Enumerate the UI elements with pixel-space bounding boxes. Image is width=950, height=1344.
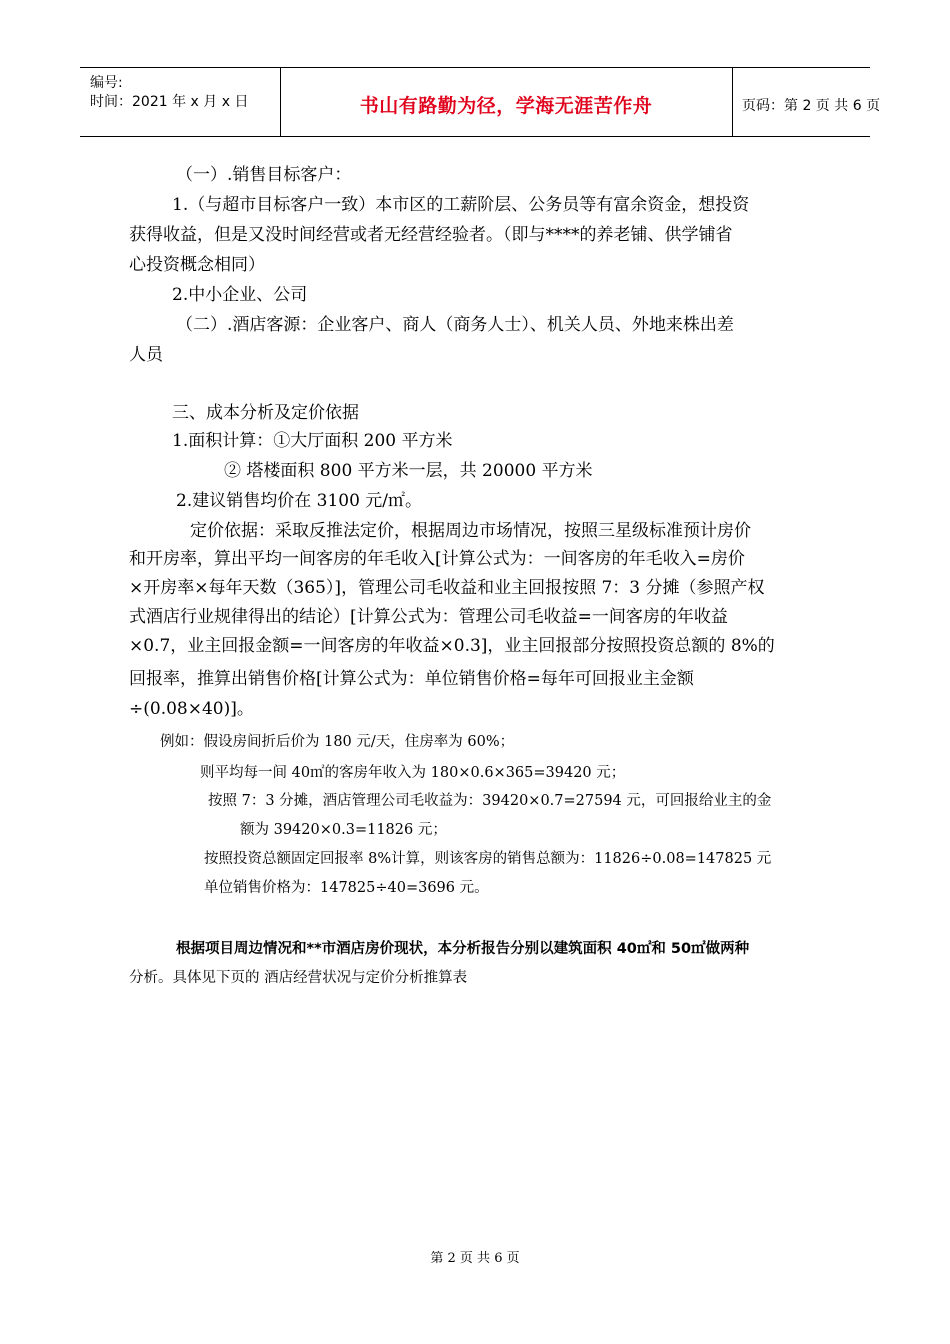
time-label: 时间：2021 年 x 月 x 日 (90, 94, 249, 110)
section-cost-analysis: 三、成本分析及定价依据 (172, 403, 359, 423)
example-line: 单位销售价格为：147825÷40=3696 元。 (204, 880, 489, 896)
paragraph-line: 式酒店行业规律得出的结论）[计算公式为：管理公司毛收益=一间客房的年收益 (129, 607, 728, 627)
paragraph-line: 2.建议销售均价在 3100 元/㎡。 (176, 491, 423, 511)
paragraph-line: 人员 (129, 345, 163, 365)
example-line: 例如：假设房间折后价为 180 元/天，住房率为 60%； (160, 734, 515, 750)
example-line: 额为 39420×0.3=11826 元； (240, 822, 447, 838)
header-motto-cell (280, 68, 733, 136)
example-line: 按照 7：3 分摊，酒店管理公司毛收益为：39420×0.7=27594 元，可回报给业主的金 (208, 793, 772, 809)
header-meta (80, 68, 281, 136)
paragraph-line: 定价依据：采取反推法定价，根据周边市场情况，按照三星级标准预计房价 (190, 521, 751, 541)
paragraph-line: 回报率，推算出销售价格[计算公式为：单位销售价格=每年可回报业主金额 (129, 669, 694, 689)
paragraph-line: 获得收益，但是又没时间经营或者无经营经验者。（即与****的养老铺、供学铺省 (129, 225, 733, 245)
paragraph-line: ÷(0.08×40)]。 (129, 699, 254, 719)
paragraph-line: 1.（与超市目标客户一致）本市区的工薪阶层、公务员等有富余资金，想投资 (172, 195, 750, 215)
paragraph-line: 心投资概念相同） (129, 255, 265, 275)
summary-line: 分析。具体见下页的 酒店经营状况与定价分析推算表 (129, 970, 468, 986)
paragraph-line: 2.中小企业、公司 (172, 285, 308, 305)
page-footer: 第 2 页 共 6 页 (430, 1251, 520, 1266)
section-hotel-sources: （二）.酒店客源：企业客户、商人（商务人士）、机关人员、外地来株出差 (176, 315, 734, 335)
paragraph-line: ② 塔楼面积 800 平方米一层，共 20000 平方米 (224, 461, 593, 481)
summary-line: 根据项目周边情况和**市酒店房价现状，本分析报告分别以建筑面积 40㎡和 50㎡做两种 (176, 941, 750, 957)
motto: 书山有路勤为径，学海无涯苦作舟 (359, 95, 653, 117)
example-line: 按照投资总额固定回报率 8%计算，则该客房的销售总额为：11826÷0.08=147825 元 (204, 851, 772, 867)
page-header (80, 67, 881, 137)
paragraph-line: 和开房率，算出平均一间客房的年毛收入[计算公式为：一间客房的年毛收入=房价 (129, 549, 745, 569)
header-page-cell (732, 68, 881, 136)
paragraph-line: ×0.7，业主回报金额=一间客房的年收益×0.3]，业主回报部分按照投资总额的 8%的 (129, 636, 775, 656)
paragraph-line: ×开房率×每年天数（365）]，管理公司毛收益和业主回报按照 7：3 分摊（参照产权 (129, 578, 765, 598)
example-line: 则平均每一间 40㎡的客房年收入为 180×0.6×365=39420 元； (200, 765, 626, 781)
page-info: 页码：第 2 页 共 6 页 (742, 98, 881, 114)
section-target-customers: （一）.销售目标客户： (176, 165, 352, 185)
number-label: 编号: (90, 75, 123, 91)
paragraph-line: 1.面积计算：①大厅面积 200 平方米 (172, 431, 453, 451)
